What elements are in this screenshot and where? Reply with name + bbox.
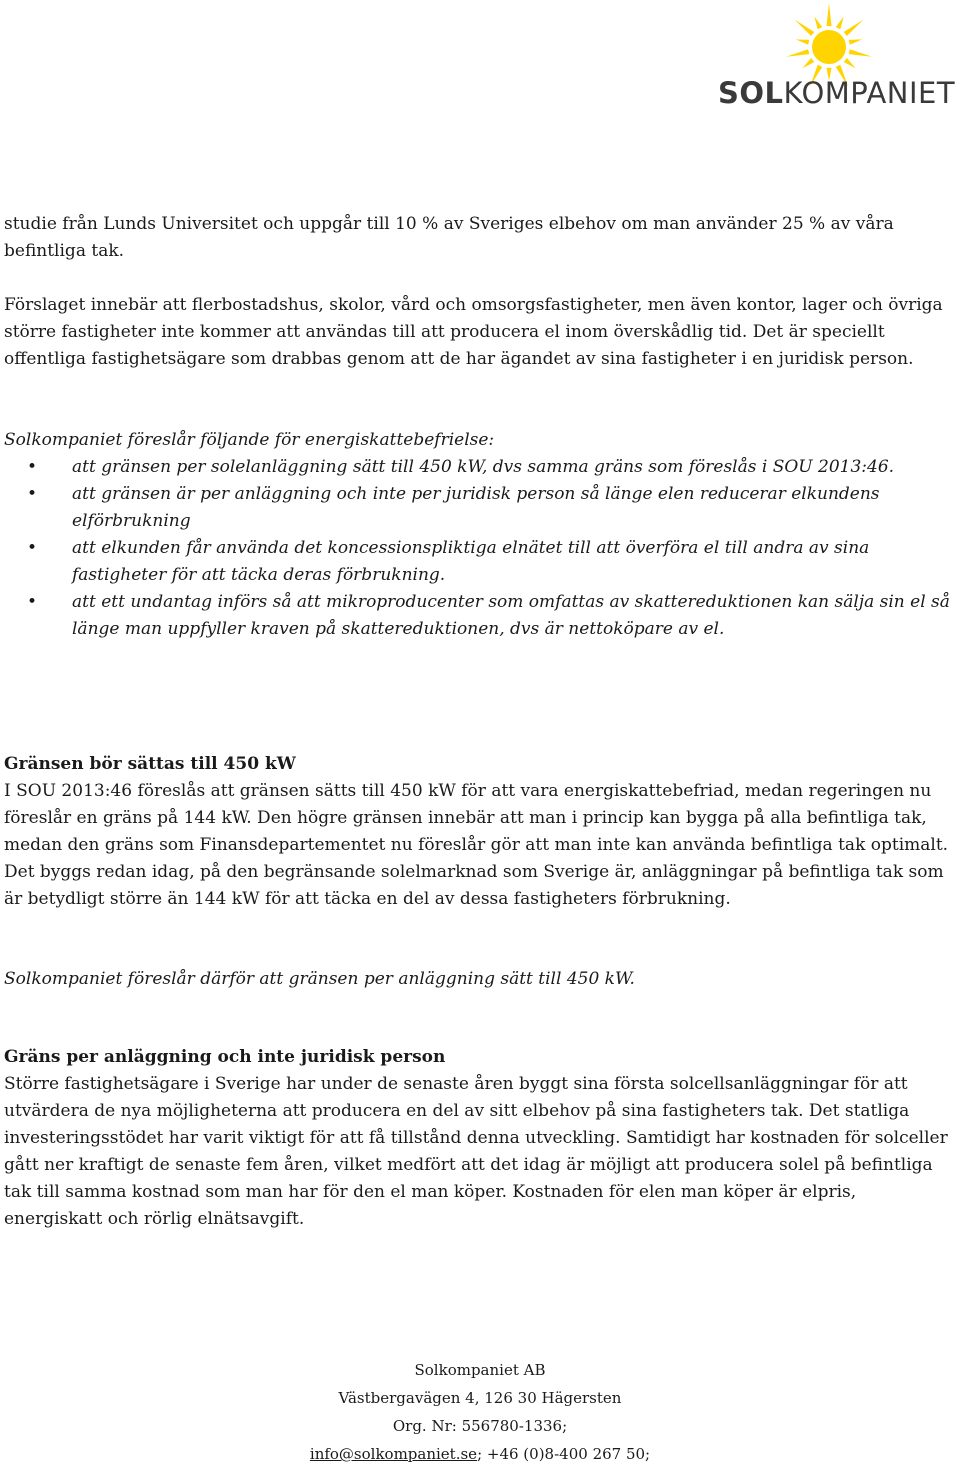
sun-ray (814, 16, 822, 29)
section-body-450kw: I SOU 2013:46 föreslås att gränsen sätts till 450 kW för att vara energiskattebefriad, medan regeringen nu föreslår en gräns på 144 kW. Den högre gränsen innebär att man i princip kan bygga på alla befintliga tak, medan den gräns som Finansdepartementet nu föreslår gör att man inte kan använda befintliga tak optimalt. Det byggs redan idag, på den begränsande solelmarknad som Sverige är, anläggningar på befintliga tak som är betydligt större än 144 kW för att täcka en del av dessa fastigheters förbrukning. (4, 781, 949, 909)
proposal-list (4, 454, 959, 643)
paragraph-intro: studie från Lunds Universitet och uppgår till 10 % av Sveriges elbehov om man använder 25 % av våra befintliga tak. (4, 214, 894, 261)
sun-ray (802, 58, 814, 68)
sun-ray (849, 49, 872, 57)
list-item-text: att elkunden får använda det koncessionspliktiga elnätet till att överföra el till andra av sina fastigheter för att täcka deras förbrukning. (72, 538, 870, 585)
section-body-per-plant: Större fastighetsägare i Sverige har under de senaste åren byggt sina första solcellsanläggningar för att utvärdera de nya möjligheterna att producera en del av sitt elbehov på sina fastigheters tak. Det statliga investeringsstödet har varit viktigt för att få tillstånd denna utveckling. Samtidigt har kostnaden för solceller gått ner kraftigt de senaste fem åren, vilket medfört att det idag är möjligt att producera solel på befintliga tak till samma kostnad som man har för den el man köper. Kostnaden för elen man köper är elpris, energiskatt och rörlig elnätsavgift. (4, 1074, 948, 1229)
list-item (4, 481, 959, 535)
paragraph-proposal-context: Förslaget innebär att flerbostadshus, skolor, vård och omsorgsfastigheter, men även kontor, lager och övriga större fastigheter inte kommer att användas till att producera el inom överskådlig tid. Det är speciellt offentliga fastighetsägare som drabbas genom att de har ägandet av sina fastigheter i en juridisk person. (4, 295, 943, 369)
list-item (4, 535, 959, 589)
bullet-icon: • (27, 592, 38, 612)
bullet-icon: • (27, 484, 38, 504)
bullet-icon: • (27, 457, 38, 477)
sun-ray (836, 16, 844, 29)
sun-ray (849, 39, 862, 44)
footer-company: Solkompaniet AB (414, 1361, 546, 1379)
logo-wordmark (718, 76, 955, 110)
section-conclusion-450kw: Solkompaniet föreslår därför att gränsen per anläggning sätt till 450 kW. (4, 969, 635, 989)
list-item (4, 454, 959, 481)
list-item-text: att gränsen är per anläggning och inte per juridisk person så länge elen reducerar elkundens elförbrukning (72, 484, 880, 531)
sun-ray (844, 20, 864, 36)
logo-text-rest: KOMPANIET (783, 76, 956, 110)
bullet-icon: • (27, 538, 38, 558)
list-item-text: att gränsen per solelanläggning sätt till 450 kW, dvs samma gräns som föreslås i SOU 2013:46. (72, 457, 895, 477)
sun-ray (786, 49, 809, 57)
footer-contact (0, 1440, 960, 1468)
company-logo (718, 0, 960, 140)
sun-ray (795, 20, 815, 36)
list-item (4, 589, 959, 643)
list-item-text: att ett undantag införs så att mikroproducenter som omfattas av skattereduktionen kan sälja sin el så länge man uppfyller kraven på skattereduktionen, dvs är nettoköpare av el. (72, 592, 950, 639)
sun-ray (844, 58, 856, 68)
page-footer (0, 1356, 960, 1468)
logo-text-bold: SOL (718, 76, 784, 110)
footer-address: Västbergavägen 4, 126 30 Hägersten (338, 1389, 622, 1407)
sun-ray (826, 3, 831, 26)
footer-email-link[interactable]: info@solkompaniet.se (309, 1445, 478, 1463)
sun-ray (796, 39, 809, 44)
section-heading-450kw: Gränsen bör sättas till 450 kW (4, 754, 296, 774)
sun-icon (718, 0, 960, 140)
proposal-intro: Solkompaniet föreslår följande för energiskattebefrielse: (4, 430, 495, 450)
footer-phone: ; +46 (0)8-400 267 50; (477, 1445, 651, 1463)
section-heading-per-plant: Gräns per anläggning och inte juridisk person (4, 1047, 446, 1067)
footer-org-number: Org. Nr: 556780-1336; (392, 1417, 568, 1435)
